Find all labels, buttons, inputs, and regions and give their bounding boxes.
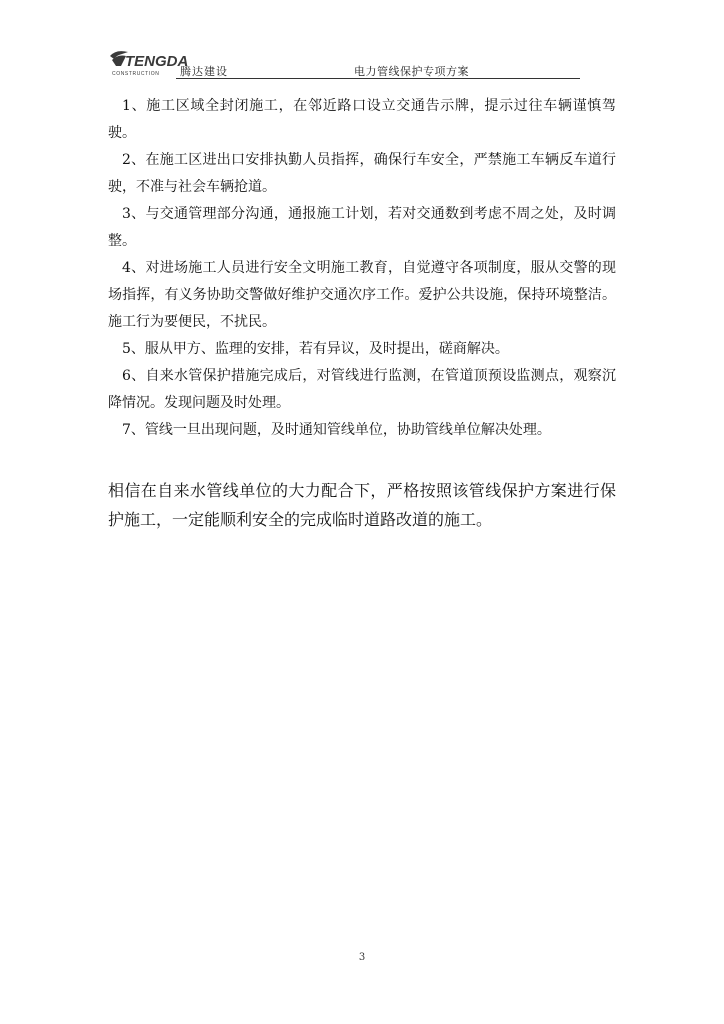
page-header [108, 46, 616, 80]
list-item: 1、施工区域全封闭施工，在邻近路口设立交通告示牌，提示过往车辆谨慎驾驶。 [108, 98, 616, 141]
document-title: 电力管线保护专项方案 [354, 65, 469, 78]
header-rule [176, 78, 580, 79]
logo-text: TENGDA [125, 53, 189, 70]
list-item: 7、管线一旦出现问题，及时通知管线单位，协助管线单位解决处理。 [122, 422, 551, 438]
page-number: 3 [358, 952, 366, 963]
list-item: 2、在施工区进出口安排执勤人员指挥，确保行车安全，严禁施工车辆反车道行驶，不准与社会车辆抢道。 [108, 152, 616, 195]
list-item: 5、服从甲方、监理的安排，若有异议，及时提出，磋商解决。 [122, 341, 509, 357]
company-name: 腾达建设 [180, 65, 228, 78]
conclusion-paragraph: 相信在自来水管线单位的大力配合下，严格按照该管线保护方案进行保护施工，一定能顺利安全的完成临时道路改道的施工。 [108, 481, 616, 529]
list-item: 3、与交通管理部分沟通，通报施工计划，若对交通数到考虑不周之处，及时调整。 [108, 206, 616, 249]
logo-subtext: CONSTRUCTION [112, 71, 160, 77]
measure-list [108, 93, 616, 444]
list-item: 6、自来水管保护措施完成后，对管线进行监测，在管道顶预设监测点，观察沉降情况。发现问题及时处理。 [108, 368, 616, 411]
list-item: 4、对进场施工人员进行安全文明施工教育，自觉遵守各项制度，服从交警的现场指挥，有义务协助交警做好维护交通次序工作。爱护公共设施，保持环境整洁。施工行为要便民，不扰民。 [108, 260, 616, 330]
